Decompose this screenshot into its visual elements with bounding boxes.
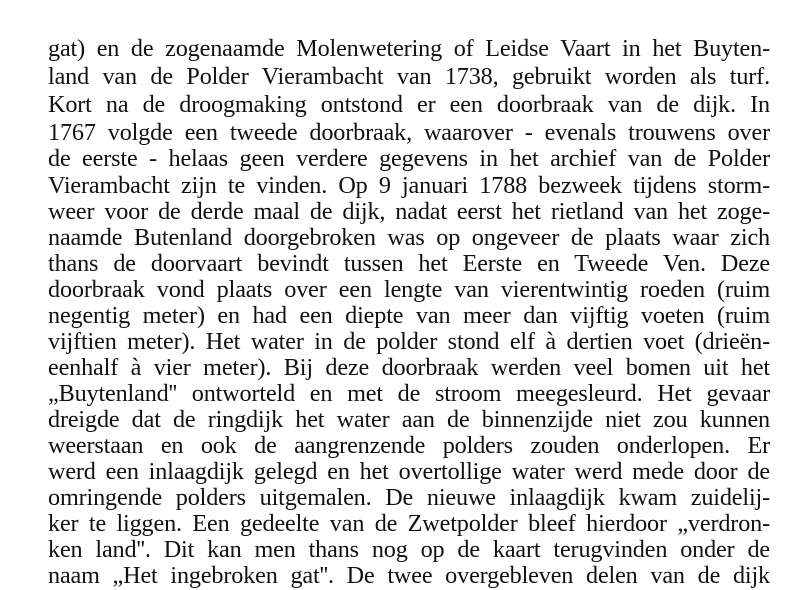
text-line: 1767 volgde een tweede doorbraak, waarover - evenals trouwens over bbox=[48, 119, 770, 146]
text-line: land van de Polder Vierambacht van 1738, gebruikt worden als turf. bbox=[48, 63, 770, 90]
text-line: naamde Butenland doorgebroken was op ongeveer de plaats waar zich bbox=[48, 224, 770, 251]
text-line: de eerste - helaas geen verdere gegevens in het archief van de Polder bbox=[48, 145, 770, 172]
text-line: eenhalf à vier meter). Bij deze doorbraak werden veel bomen uit het bbox=[48, 354, 770, 381]
text-line: thans de doorvaart bevindt tussen het Eerste en Tweede Ven. Deze bbox=[48, 250, 770, 277]
text-line: ker te liggen. Een gedeelte van de Zwetpolder bleef hierdoor „verdron- bbox=[48, 510, 770, 537]
text-line: Kort na de droogmaking ontstond er een doorbraak van de dijk. In bbox=[48, 91, 770, 118]
text-line: naam „Het ingebroken gat''. De twee overgebleven delen van de dijk bbox=[48, 562, 770, 589]
text-line: gat) en de zogenaamde Molenwetering of Leidse Vaart in het Buyten- bbox=[48, 35, 770, 62]
text-line: „Buytenland'' ontworteld en met de stroom meegesleurd. Het gevaar bbox=[48, 380, 770, 407]
text-line: Vierambacht zijn te vinden. Op 9 januari 1788 bezweek tijdens storm- bbox=[48, 172, 770, 199]
text-line: doorbraak vond plaats over een lengte van vierentwintig roeden (ruim bbox=[48, 276, 770, 303]
text-line: dreigde dat de ringdijk het water aan de binnenzijde niet zou kunnen bbox=[48, 406, 770, 433]
text-line: ken land''. Dit kan men thans nog op de kaart terugvinden onder de bbox=[48, 536, 770, 563]
text-line: omringende polders uitgemalen. De nieuwe inlaagdijk kwam zuidelij- bbox=[48, 484, 770, 511]
text-line: negentig meter) en had een diepte van meer dan vijftig voeten (ruim bbox=[48, 302, 770, 329]
text-line: weerstaan en ook de aangrenzende polders zouden onderlopen. Er bbox=[48, 432, 770, 459]
text-line: vijftien meter). Het water in de polder stond elf à dertien voet (drieën- bbox=[48, 328, 770, 355]
text-line: weer voor de derde maal de dijk, nadat eerst het rietland van het zoge- bbox=[48, 198, 770, 225]
text-line: werd een inlaagdijk gelegd en het overtollige water werd mede door de bbox=[48, 458, 770, 485]
